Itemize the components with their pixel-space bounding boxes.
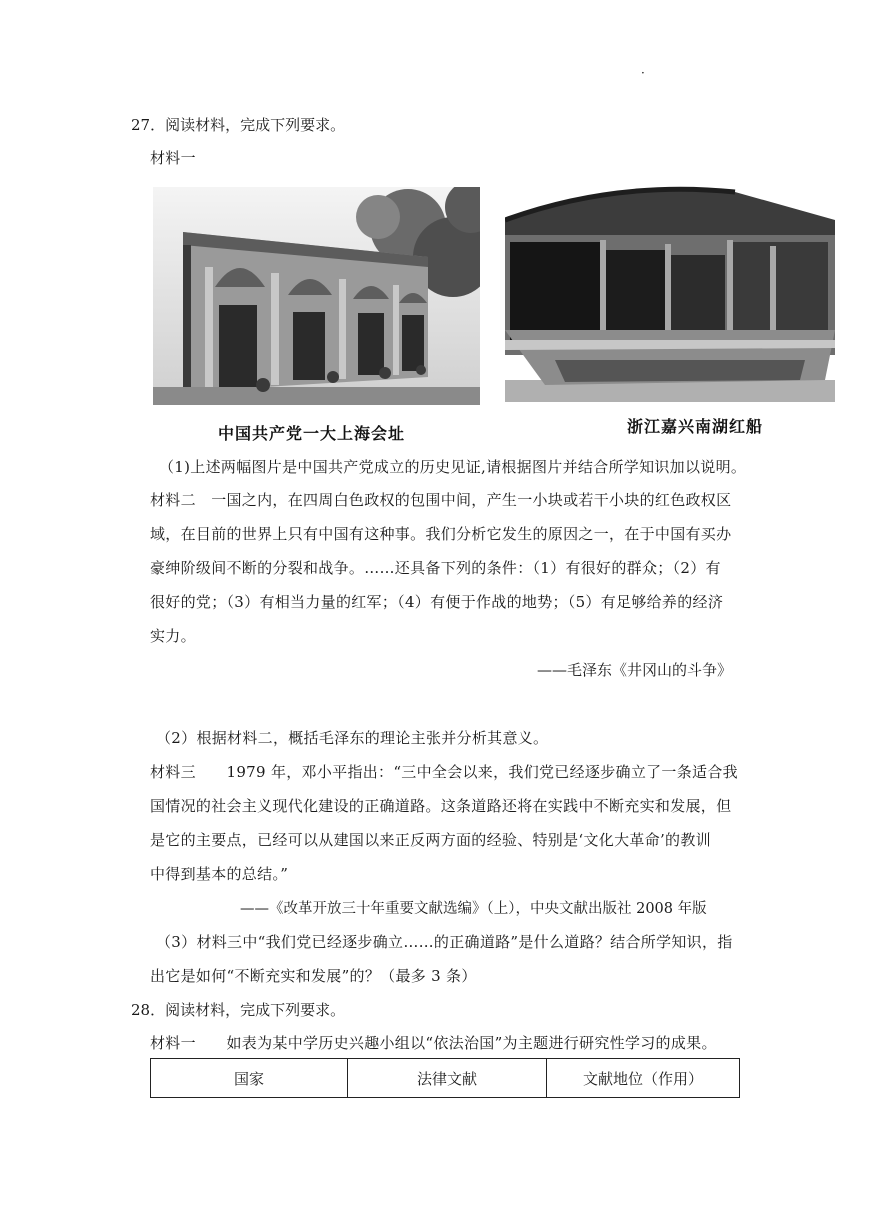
material-3-line: 是它的主要点，已经可以从建国以来正反两方面的经验、特别是‘文化大革命’的教训 [150,831,711,849]
material-3-line: 材料三 1979 年，邓小平指出：“三中全会以来，我们党已经逐步确立了一条适合我 [150,763,738,781]
table-header-cell: 法律文献 [348,1059,547,1098]
material-2-line: 域，在目前的世界上只有中国有这种事。我们分析它发生的原因之一，在于中国有买办 [150,525,732,543]
material-2-source: ——毛泽东《井冈山的斗争》 [537,661,733,679]
corner-mark: · [641,66,645,80]
table-header-row [151,1059,740,1098]
first-congress-site-photo [153,187,480,405]
material-2-line: 豪绅阶级间不断的分裂和战争。……还具备下列的条件：（1）有很好的群众；（2）有 [150,559,721,577]
photo-2-caption: 浙江嘉兴南湖红船 [627,417,764,436]
south-lake-red-boat-photo [505,180,835,402]
material-3-source: ——《改革开放三十年重要文献选编》（上），中央文献出版社 2008 年版 [240,901,707,917]
material-1-label: 材料一 [150,149,196,167]
sub-question-3-line: 出它是如何“不断充实和发展”的？（最多 3 条） [150,967,477,985]
q28-material-1-text: 材料一 如表为某中学历史兴趣小组以“依法治国”为主题进行研究性学习的成果。 [150,1034,717,1052]
question-28-heading: 28．阅读材料，完成下列要求。 [131,1001,346,1019]
material-3-line: 中得到基本的总结。” [150,865,289,883]
law-documents-table [150,1058,740,1098]
photo-1-caption: 中国共产党一大上海会址 [218,424,406,443]
sub-question-1: （1)上述两幅图片是中国共产党成立的历史见证,请根据图片并结合所学知识加以说明。 [159,458,747,476]
material-3-line: 国情况的社会主义现代化建设的正确道路。这条道路还将在实践中不断充实和发展，但 [150,797,732,815]
sub-question-3-line: （3）材料三中“我们党已经逐步确立……的正确道路”是什么道路？结合所学知识，指 [156,933,733,951]
material-2-line: 材料二 一国之内，在四周白色政权的包围中间，产生一小块或若干小块的红色政权区 [150,491,732,509]
table-header-cell: 国家 [151,1059,348,1098]
material-2-line: 实力。 [150,627,196,645]
material-2-line: 很好的党；（3）有相当力量的红军；（4）有便于作战的地势；（5）有足够给养的经济 [150,593,724,611]
table-header-cell: 文献地位（作用） [547,1059,740,1098]
question-27-heading: 27．阅读材料，完成下列要求。 [131,116,346,134]
sub-question-2: （2）根据材料二，概括毛泽东的理论主张并分析其意义。 [156,729,549,747]
